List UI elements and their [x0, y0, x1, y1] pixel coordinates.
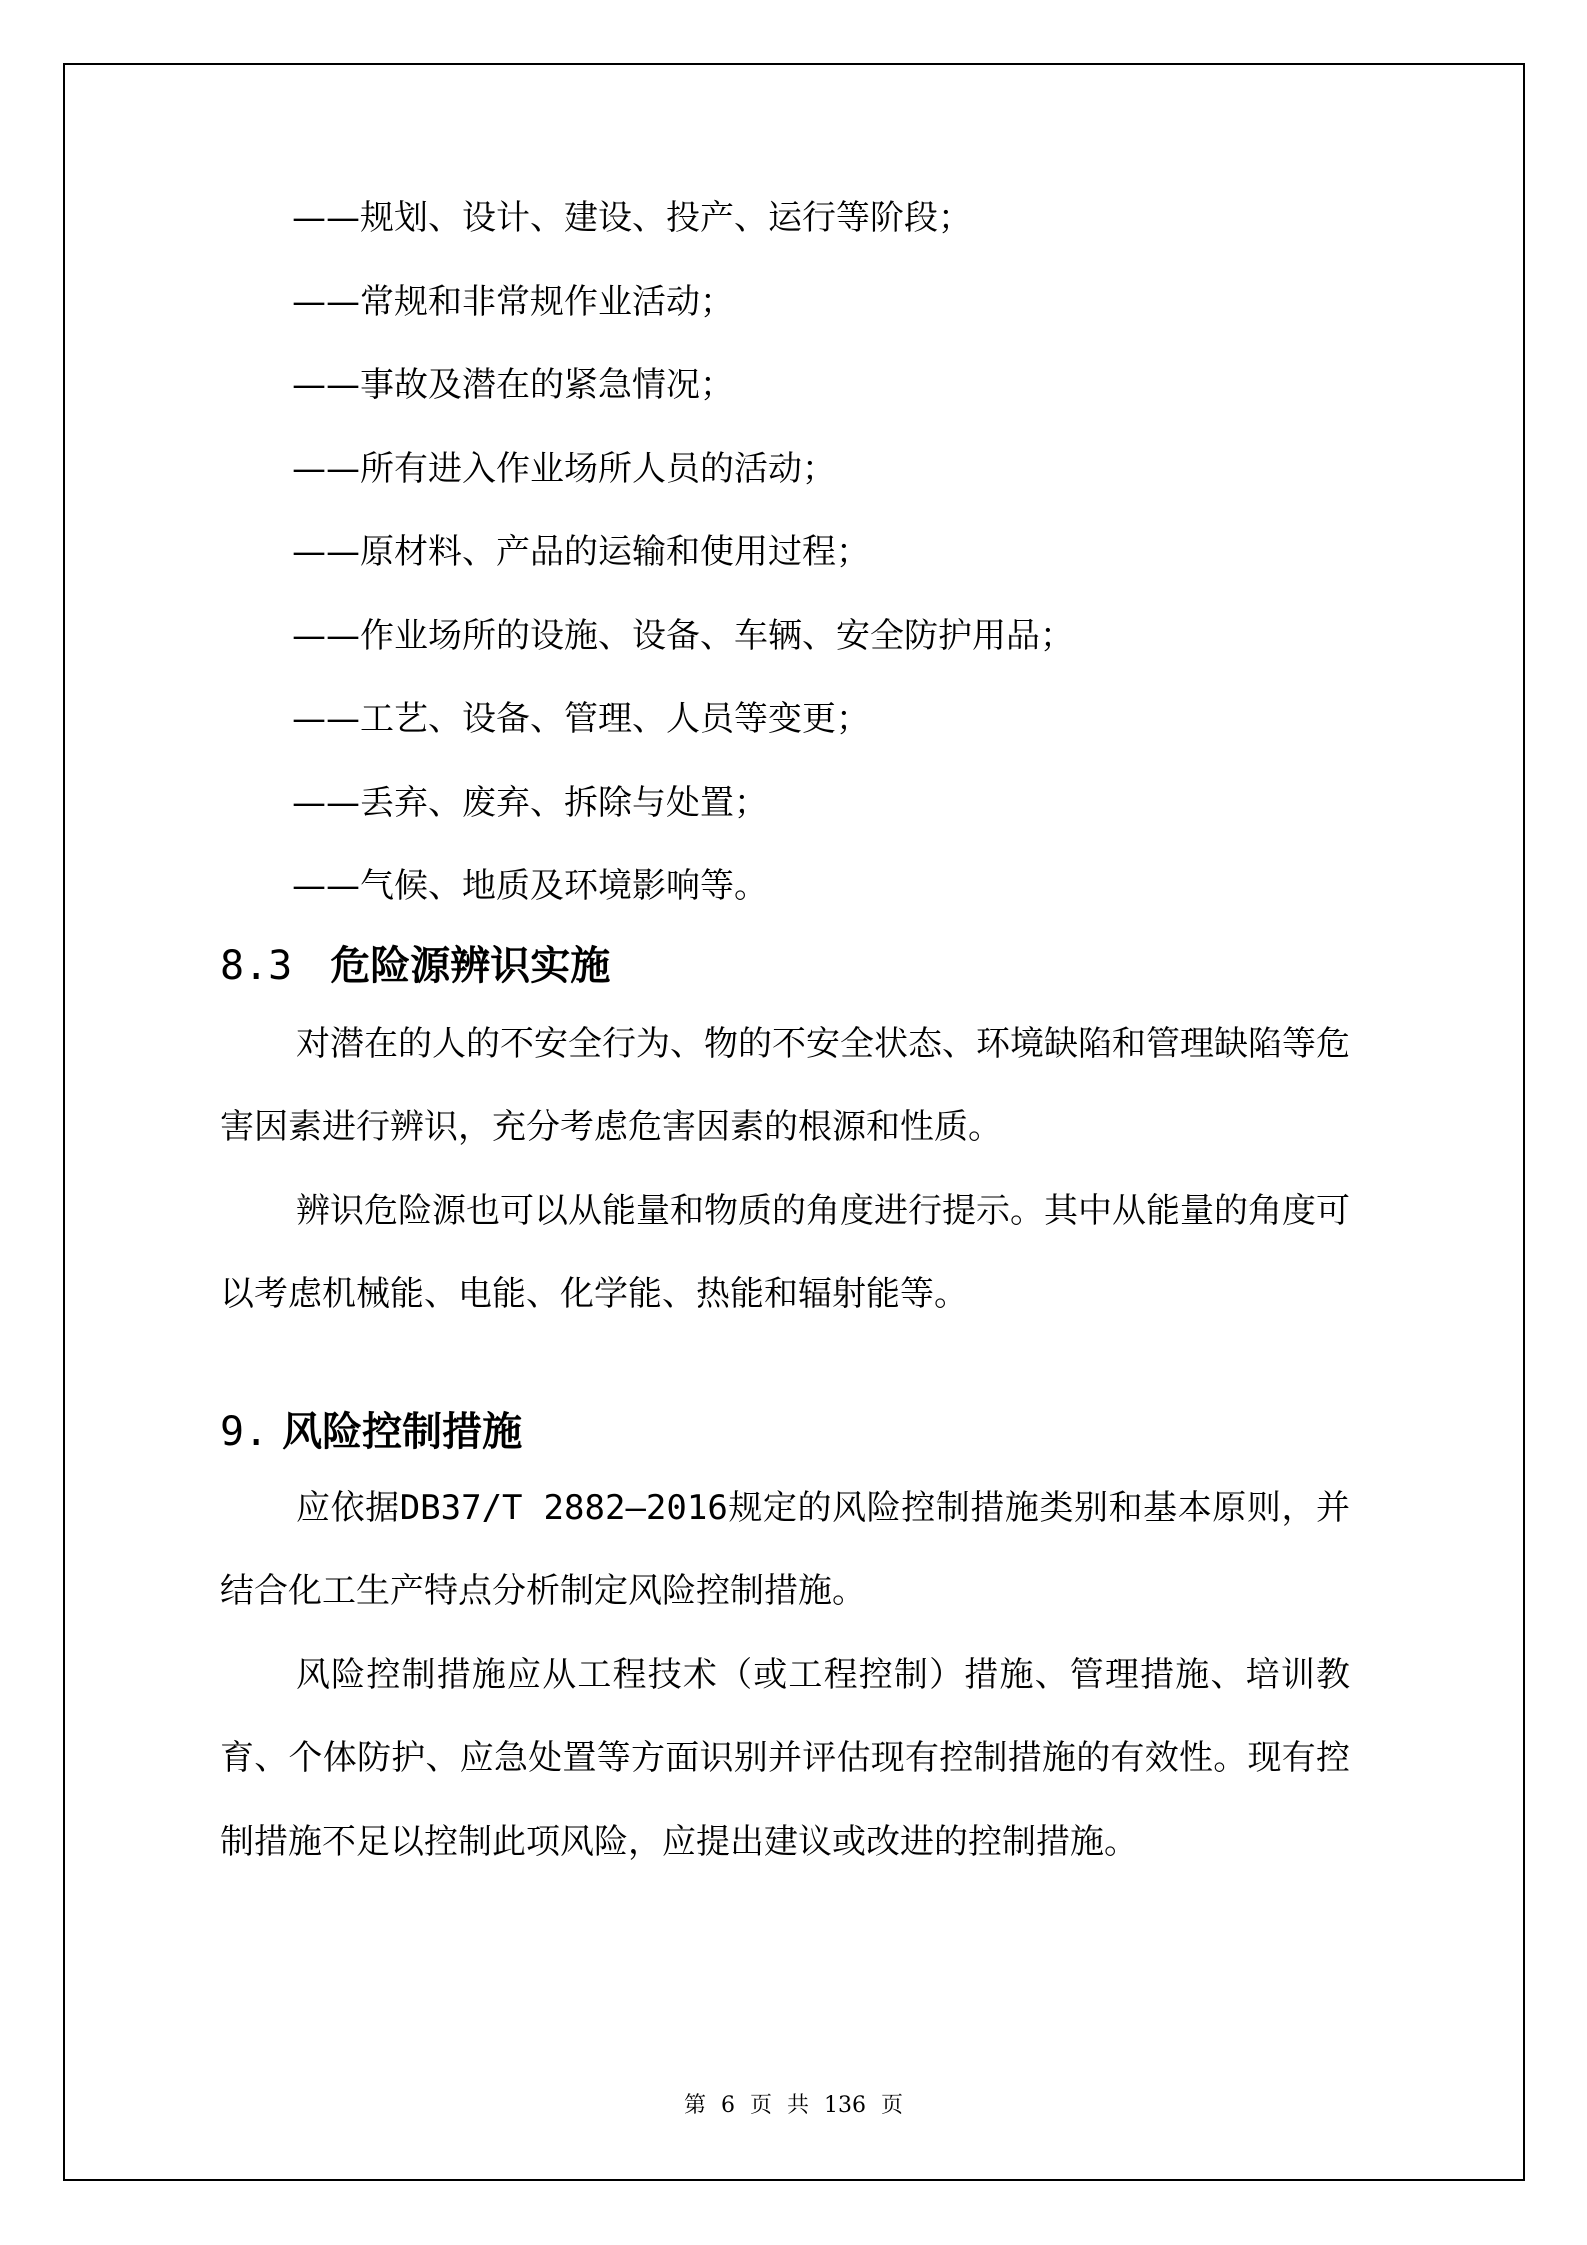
paragraph: 对潜在的人的不安全行为、物的不安全状态、环境缺陷和管理缺陷等危害因素进行辨识，充分考虑危害因素的根源和性质。 [220, 1023, 1350, 1147]
section-title: 风险控制措施 [282, 1408, 523, 1455]
list-item: ——常规和非常规作业活动； [292, 281, 734, 322]
section-heading-9 [220, 1409, 1350, 1455]
paragraph [220, 1467, 1350, 1634]
section-heading-8-3 [220, 943, 1350, 989]
section-title: 危险源辨识实施 [330, 942, 611, 989]
list-item: ——作业场所的设施、设备、车辆、安全防护用品； [292, 615, 1074, 656]
list-item: ——所有进入作业场所人员的活动； [292, 448, 836, 489]
list-item: ——事故及潜在的紧急情况； [292, 365, 734, 405]
paragraph-text: 规定的风险控制措施类别和基本原则，并结合化工生产特点分析制定风险控制措施。 [220, 1487, 1351, 1611]
document-body [220, 198, 1350, 1905]
paragraph: 风险控制措施应从工程技术（或工程控制）措施、管理措施、培训教育、个体防护、应急处置等方面识别并评估现有控制措施的有效性。现有控制措施不足以控制此项风险，应提出建议或改进的控制措施。 [220, 1654, 1350, 1862]
list-item: ——规划、设计、建设、投产、运行等阶段； [292, 198, 972, 238]
list-item: ——丢弃、废弃、拆除与处置； [292, 782, 768, 823]
section-number: 8.3 [220, 942, 293, 989]
standard-code: DB37/T 2882—2016 [399, 1487, 728, 1528]
list-item: ——原材料、产品的运输和使用过程； [292, 532, 870, 572]
paragraph-text: 应依据 [296, 1487, 400, 1528]
section-number: 9. [220, 1408, 269, 1455]
list-item: ——工艺、设备、管理、人员等变更； [292, 699, 870, 739]
paragraph: 辨识危险源也可以从能量和物质的角度进行提示。其中从能量的角度可以考虑机械能、电能、化学能、热能和辐射能等。 [220, 1190, 1350, 1314]
list-item: ——气候、地质及环境影响等。 [292, 866, 768, 906]
page-number-footer: 第 6 页 共 136 页 [684, 2093, 903, 2118]
